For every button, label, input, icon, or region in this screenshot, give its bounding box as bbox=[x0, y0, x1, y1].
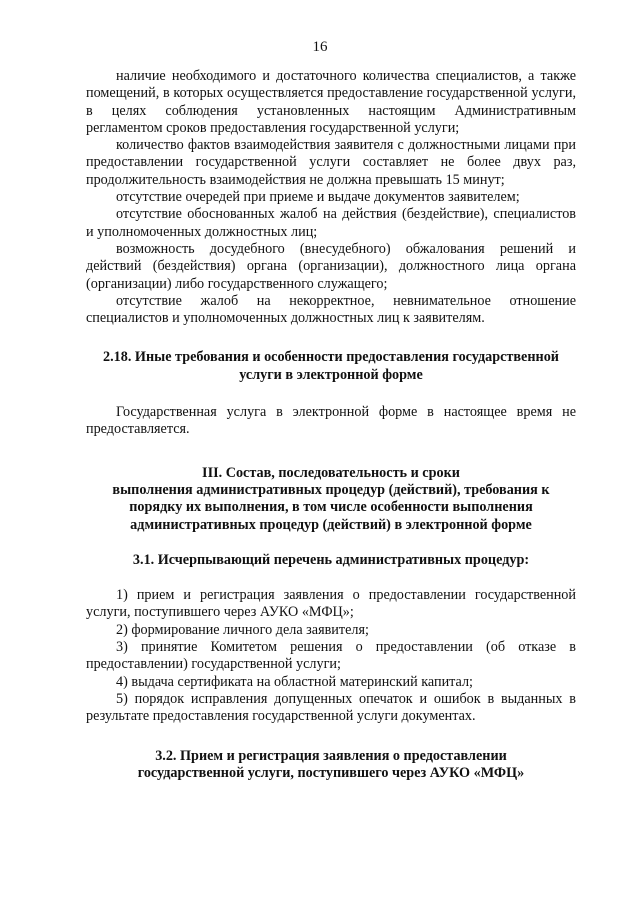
section-2-18-heading bbox=[86, 349, 576, 384]
heading-line: III. Состав, последовательность и сроки bbox=[202, 464, 460, 481]
heading-line: 2.18. Иные требования и особенности предоставления государственной bbox=[103, 349, 559, 366]
section-2-18-text: Государственная услуга в электронной форме в настоящее время не предоставляется. bbox=[86, 404, 576, 438]
criteria-paragraph: отсутствие обоснованных жалоб на действия (бездействие), специалистов и уполномоченных должностных лиц; bbox=[86, 206, 576, 240]
criteria-paragraph: отсутствие жалоб на некорректное, невнимательное отношение специалистов и уполномоченных должностных лиц к заявителям. bbox=[86, 292, 576, 327]
heading-line: административных процедур (действий) в электронной форме bbox=[130, 516, 532, 533]
criteria-paragraph: отсутствие очередей при приеме и выдаче документов заявителем; bbox=[116, 189, 520, 206]
heading-line: порядку их выполнения, в том числе особенности выполнения bbox=[129, 499, 533, 516]
page-content bbox=[86, 68, 576, 782]
section-3-2-heading bbox=[86, 748, 576, 783]
procedure-list-item: 2) формирование личного дела заявителя; bbox=[116, 621, 369, 638]
section-3-1-heading: 3.1. Исчерпывающий перечень административных процедур: bbox=[132, 551, 530, 568]
criteria-paragraph: количество фактов взаимодействия заявителя с должностными лицами при предоставлении государственной услуги составляет не более двух раз, продолжительность взаимодействия не должна превышать 15 минут; bbox=[86, 137, 576, 188]
procedure-list-item: 4) выдача сертификата на областной материнский капитал; bbox=[116, 673, 473, 690]
heading-line: 3.2. Прием и регистрация заявления о предоставлении bbox=[155, 747, 507, 764]
section-iii-heading bbox=[86, 465, 576, 534]
criteria-paragraph: наличие необходимого и достаточного количества специалистов, а также помещений, в которых осуществляется предоставление государственной услуги, в целях соблюдения установленных настоящим Административным регламентом сроков предоставления государственной услуги; bbox=[86, 68, 576, 136]
heading-line: государственной услуги, поступившего через АУКО «МФЦ» bbox=[137, 764, 525, 781]
heading-line: услуги в электронной форме bbox=[239, 366, 423, 383]
procedure-list-item: 3) принятие Комитетом решения о предоставлении (об отказе в предоставлении) государственной услуги; bbox=[86, 639, 576, 673]
page-number: 16 bbox=[312, 39, 328, 55]
heading-line: выполнения административных процедур (действий), требования к bbox=[112, 481, 550, 498]
criteria-paragraph: возможность досудебного (внесудебного) обжалования решений и действий (бездействия) органа (организации), должностного лица органа (организации) либо государственного служащего; bbox=[86, 240, 576, 292]
procedure-list-item: 1) прием и регистрация заявления о предоставлении государственной услуги, поступившего через АУКО «МФЦ»; bbox=[86, 587, 576, 621]
procedure-list-item: 5) порядок исправления допущенных опечаток и ошибок в выданных в результате предоставления государственной услуги документах. bbox=[86, 690, 576, 725]
